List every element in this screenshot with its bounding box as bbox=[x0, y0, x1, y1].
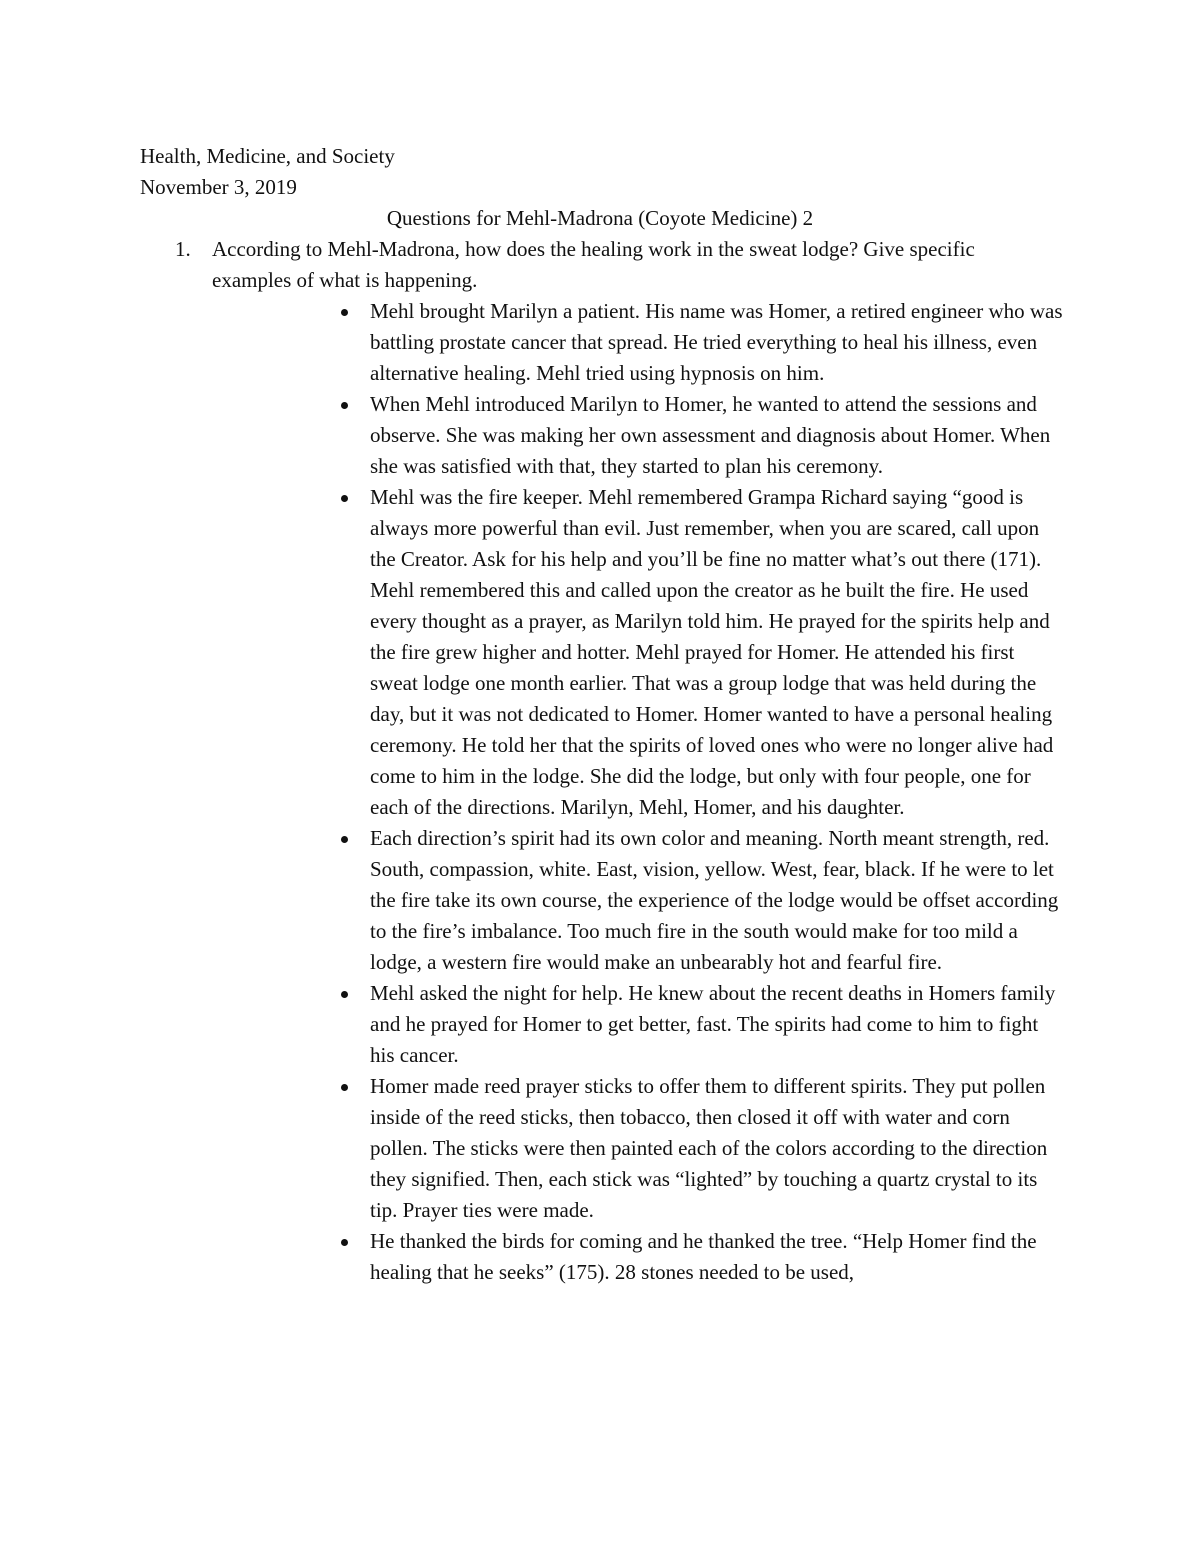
bullet-icon bbox=[341, 495, 348, 502]
question-number: 1. bbox=[175, 237, 191, 261]
answer-item-1 bbox=[370, 296, 1065, 389]
answer-text: Mehl asked the night for help. He knew about the recent deaths in Homers family and he prayed for Homer to get better, fast. The spirits had come to him to fight his cancer. bbox=[370, 981, 1056, 1067]
document-title: Questions for Mehl-Madrona (Coyote Medicine) 2 bbox=[386, 206, 814, 230]
answer-item-4 bbox=[370, 823, 1065, 978]
answer-text: He thanked the birds for coming and he thanked the tree. “Help Homer find the healing that he seeks” (175). 28 stones needed to be used, bbox=[370, 1229, 1037, 1284]
bullet-icon bbox=[341, 1084, 348, 1091]
answer-text: Homer made reed prayer sticks to offer them to different spirits. They put pollen inside of the reed sticks, then tobacco, then closed it off with water and corn pollen. The sticks were then painted each of the colors according to the direction they signified. Then, each stick was “lighted” by touching a quartz crystal to its tip. Prayer ties were made. bbox=[370, 1074, 1048, 1222]
question-1 bbox=[175, 234, 1032, 296]
bullet-icon bbox=[341, 1239, 348, 1246]
bullet-icon bbox=[341, 309, 348, 316]
answer-text: When Mehl introduced Marilyn to Homer, he wanted to attend the sessions and observe. She was making her own assessment and diagnosis about Homer. When she was satisfied with that, they started to plan his ceremony. bbox=[370, 392, 1051, 478]
course-name: Health, Medicine, and Society bbox=[140, 144, 395, 168]
bullet-icon bbox=[341, 402, 348, 409]
document-date: November 3, 2019 bbox=[140, 175, 297, 199]
answer-item-5 bbox=[370, 978, 1065, 1071]
answer-text: Mehl was the fire keeper. Mehl remembered Grampa Richard saying “good is always more powerful than evil. Just remember, when you are scared, call upon the Creator. Ask for his help and you’ll be fine no matter what’s out there (171). Mehl remembered this and called upon the creator as he built the fire. He used every thought as a prayer, as Marilyn told him. He prayed for the spirits help and the fire grew higher and hotter. Mehl prayed for Homer. He attended his first sweat lodge one month earlier. That was a group lodge that was held during the day, but it was not dedicated to Homer. Homer wanted to have a personal healing ceremony. He told her that the spirits of loved ones who were no longer alive had come to him in the lodge. She did the lodge, but only with four people, one for each of the directions. Marilyn, Mehl, Homer, and his daughter. bbox=[370, 485, 1054, 819]
question-text: According to Mehl-Madrona, how does the healing work in the sweat lodge? Give specific examples of what is happening. bbox=[212, 237, 975, 292]
answer-text: Each direction’s spirit had its own color and meaning. North meant strength, red. South, compassion, white. East, vision, yellow. West, fear, black. If he were to let the fire take its own course, the experience of the lodge would be offset according to the fire’s imbalance. Too much fire in the south would make for too mild a lodge, a western fire would make an unbearably hot and fearful fire. bbox=[370, 826, 1059, 974]
answer-item-7 bbox=[370, 1226, 1065, 1288]
answer-item-6 bbox=[370, 1071, 1065, 1226]
answer-text: Mehl brought Marilyn a patient. His name was Homer, a retired engineer who was battling prostate cancer that spread. He tried everything to heal his illness, even alternative healing. Mehl tried using hypnosis on him. bbox=[370, 299, 1063, 385]
answer-item-3 bbox=[370, 482, 1065, 823]
answer-list bbox=[0, 296, 1200, 1288]
bullet-icon bbox=[341, 991, 348, 998]
bullet-icon bbox=[341, 836, 348, 843]
answer-item-2 bbox=[370, 389, 1065, 482]
